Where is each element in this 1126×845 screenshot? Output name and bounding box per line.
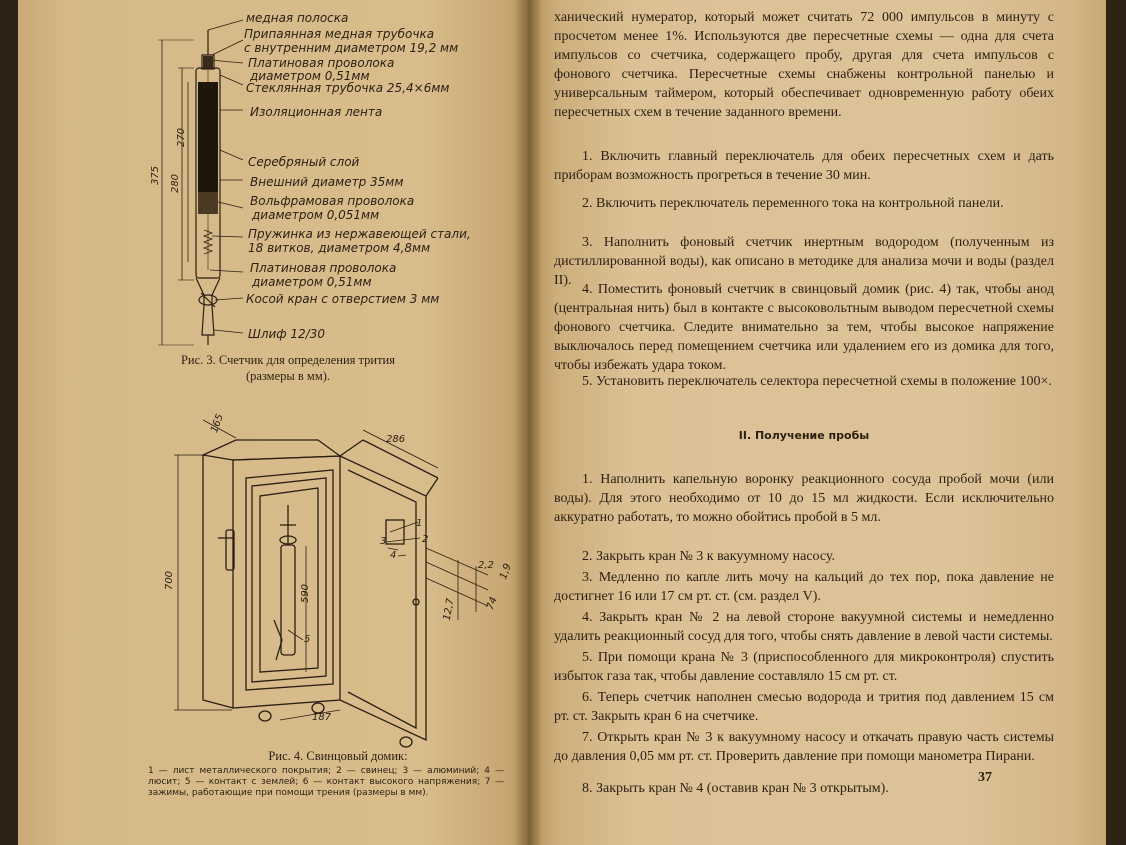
fig4-dim-3: 3 — [380, 536, 387, 547]
book-gutter — [514, 0, 542, 845]
fig4-dim-590: 590 — [300, 583, 312, 604]
fig3-label-platinum-wire-diam: диаметром 0,51мм — [250, 69, 370, 83]
paragraph-intro: ханический нумератор, который может считать 72 000 импульсов в минуту с просчетом менее 1%. Используются две пересчетные схемы — одна для счета импульсов со счетчика, содержащего пробу, другая для счета импульсов с фонового счетчика. Пересчетные схемы снабжены контрольной панелью и универсальным таймером, который обеспечивает одновременную работу обеих пересчетных схем в течение заданного времени. — [554, 10, 1054, 120]
paragraph-step-5: 5. Установить переключатель селектора пересчетной схемы в положение 100×. — [582, 374, 1052, 389]
fig3-label-silver-layer: Серебряный слой — [248, 155, 360, 169]
figure-3-drawing — [18, 0, 528, 845]
fig3-label-tungsten-wire: Вольфрамовая проволока — [250, 194, 415, 208]
section-paragraph-4: 4. Закрыть кран № 2 на левой стороне вакуумной системы и немедленно удалить реакционный сосуд для того, чтобы снять давление в левой части системы. — [554, 610, 1054, 644]
fig3-label-tungsten-wire-diam: диаметром 0,051мм — [252, 208, 380, 222]
fig3-label-steel-spring-turns: 18 витков, диаметром 4,8мм — [248, 241, 431, 255]
fig4-dim-286: 286 — [386, 434, 406, 445]
paragraph-step-4: 4. Поместить фоновый счетчик в свинцовый домик (рис. 4) так, чтобы анод (центральная нить) был в контакте с высоковольтным выводом пересчетной схемы фонового счетчика. Следите внимательно за тем, чтобы высокое напряжение выключалось перед помещением счетчика или удалением его из домика для того, чтобы избежать удара током. — [554, 282, 1054, 373]
fig3-label-oblique-stopcock: Косой кран с отверстием 3 мм — [246, 292, 440, 306]
fig3-label-outer-diameter: Внешний диаметр 35мм — [250, 175, 404, 189]
section-paragraph-5: 5. При помощи крана № 3 (приспособленного для микроконтроля) спустить избыток газа так, чтобы давление составляло 15 см рт. ст. — [554, 650, 1054, 684]
fig3-dim-280: 280 — [170, 173, 182, 194]
fig3-dim-270: 270 — [176, 127, 188, 148]
fig3-label-glass-tube: Стеклянная трубочка 25,4×6мм — [246, 81, 450, 95]
section-paragraph-7: 7. Открыть кран № 3 к вакуумному насосу и откачать правую часть системы до давления 0,05 мм рт. ст. Проверить давление при помощи манометра Пирани. — [554, 730, 1054, 764]
paragraph-step-1: 1. Включить главный переключатель для обеих пересчетных схем и дать приборам возможность прогреться в течение 30 мин. — [554, 149, 1054, 183]
section-title: II. Получение пробы — [738, 429, 870, 442]
fig4-dim-2: 2 — [422, 534, 429, 545]
fig3-label-platinum-wire-2-diam: диаметром 0,51мм — [252, 275, 372, 289]
section-paragraph-2: 2. Закрыть кран № 3 к вакуумному насосу. — [582, 549, 836, 564]
fig3-label-copper-strip: медная полоска — [246, 11, 349, 25]
paragraph-step-2: 2. Включить переключатель переменного тока на контрольной панели. — [582, 196, 1004, 211]
fig3-label-copper-tube-diam: с внутренним диаметром 19,2 мм — [244, 41, 459, 55]
right-page — [528, 0, 1106, 845]
fig3-label-platinum-wire-2: Платиновая проволока — [250, 261, 397, 275]
fig3-dim-375: 375 — [150, 165, 162, 186]
paragraph-step-3: 3. Наполнить фоновый счетчик инертным водородом (полученным из дистиллированной воды), как описано в методике для анализа мочи и воды (раздел II). — [554, 235, 1054, 288]
fig3-caption — [158, 352, 418, 384]
fig3-caption-line-2: (размеры в мм). — [245, 369, 331, 383]
section-paragraph-8: 8. Закрыть кран № 4 (оставив кран № 3 открытым). — [582, 781, 889, 796]
fig3-label-copper-tube: Припаянная медная трубочка — [244, 27, 435, 41]
left-page — [18, 0, 528, 845]
page-number: 37 — [978, 770, 992, 785]
fig4-dim-165: 165 — [209, 412, 226, 435]
fig4-dim-1-9: 1,9 — [498, 562, 514, 581]
fig3-label-insulation-tape: Изоляционная лента — [250, 105, 383, 119]
fig4-dim-74: 74 — [485, 595, 500, 612]
fig4-caption: Рис. 4. Свинцовый домик: — [268, 749, 408, 763]
fig4-dim-700: 700 — [164, 570, 176, 591]
fig3-label-ground-joint: Шлиф 12/30 — [248, 327, 325, 341]
fig4-legend: 1 — лист металлического покрытия; 2 — свинец; 3 — алюминий; 4 — люсит; 5 — контакт с землей; 6 — контакт высокого напряжения; 7 — зажимы, работающие при помощи трения (размеры в мм). — [148, 766, 504, 798]
fig4-dim-5: 5 — [304, 634, 311, 645]
fig4-dim-4: 4 — [390, 550, 397, 561]
fig3-label-steel-spring: Пружинка из нержавеющей стали, — [248, 227, 471, 241]
fig3-label-platinum-wire: Платиновая проволока — [248, 56, 395, 70]
fig4-dim-1: 1 — [416, 518, 423, 529]
section-paragraph-6: 6. Теперь счетчик наполнен смесью водорода и трития под давлением 15 см рт. ст. Закрыть кран 6 на счетчике. — [554, 690, 1054, 724]
section-paragraph-3: 3. Медленно по капле лить мочу на кальций до тех пор, пока давление не достигнет 16 или 17 см рт. ст. (см. раздел V). — [554, 570, 1054, 604]
fig3-caption-line-1: Рис. 3. Счетчик для определения трития — [180, 353, 396, 367]
fig4-dim-2-2: 2,2 — [478, 560, 494, 571]
fig4-dim-12-7: 12,7 — [441, 597, 457, 622]
fig4-dim-187: 187 — [312, 712, 332, 723]
section-paragraph-1: 1. Наполнить капельную воронку реакционного сосуда пробой мочи (или воды). Для этого необходимо от 10 до 15 мл жидкости. Если исключительно аккуратно работать, то можно обойтись пробой в 5 мл. — [554, 472, 1054, 525]
